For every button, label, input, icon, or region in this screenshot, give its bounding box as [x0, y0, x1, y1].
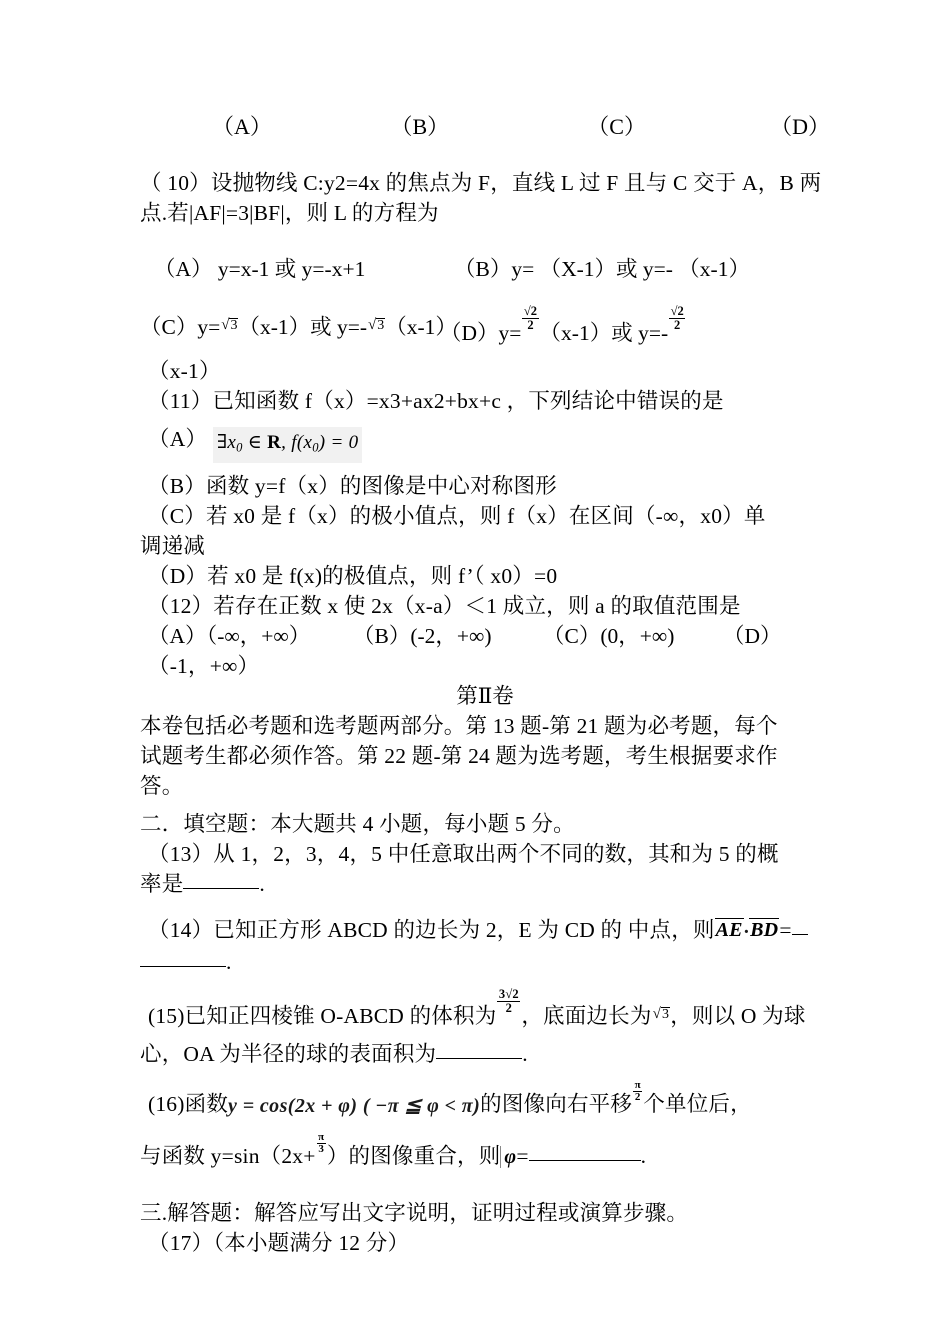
sqrt-icon: √3 — [221, 317, 238, 333]
fraction-3sqrt2-over-2: $\frac{3√2}{2}$ — [498, 987, 519, 1015]
question-12-choice-b: （B）(-2，+∞) — [353, 624, 492, 649]
option-label-c: （C） — [587, 114, 646, 139]
answer-blank-q16[interactable] — [529, 1160, 641, 1161]
phi-symbol: φ — [500, 1146, 516, 1168]
math-expression-cosine-function: y = cos(2x + φ) ( −π ≦ φ < π) — [228, 1095, 481, 1118]
question-10-choice-c: （C）y=√3（x-1）或 y=-√3（x-1） — [140, 310, 440, 348]
question-10-choice-d: （D）y= $\frac{√2}{2}$ （x-1）或 y=- $\frac{√2}{2}$ — [440, 304, 684, 345]
answer-blank-q14[interactable] — [140, 966, 226, 967]
option-label-b: （B） — [390, 114, 450, 139]
question-17-heading: （17）（本小题满分 12 分） — [148, 1231, 410, 1256]
sqrt-icon: √3 — [368, 317, 385, 333]
question-10-choices-row2 — [140, 304, 830, 348]
fraction-sqrt2-over-2: $\frac{√2}{2}$ — [670, 304, 684, 332]
option-label-a: （A） — [212, 114, 272, 139]
question-10-choice-d-wrap: （x-1） — [148, 358, 221, 383]
question-12-stem: （12）若存在正数 x 使 2x（x-a）＜1 成立，则 a 的取值范围是 — [148, 594, 741, 619]
vector-bd: BD — [750, 919, 779, 942]
section-2-intro-line1: 本卷包括必考题和选考题两部分。第 13 题-第 21 题为必考题，每个 — [140, 714, 778, 739]
option-label-d: （D） — [770, 114, 830, 139]
answer-blank-q13[interactable] — [183, 888, 259, 889]
sqrt-icon: √3 — [652, 1006, 670, 1022]
question-12-choices-row — [140, 621, 830, 651]
question-12-choice-d-wrap: （-1，+∞） — [148, 654, 260, 679]
question-16-line2: 与函数 y=sin（2x+ $\frac{\pi}{3}$ ）的图像重合，则 φ= . — [140, 1131, 647, 1169]
question-10-stem-line1: （ 10）设抛物线 C:y2=4x 的焦点为 F，直线 L 过 F 且与 C 交于 A，B 两 — [140, 171, 822, 195]
question-11-choice-a — [140, 424, 830, 464]
question-12-choice-d-label: （D） — [723, 624, 782, 649]
question-11-choice-d: （D）若 x0 是 f(x)的极值点，则 f’（ x0）=0 — [148, 564, 558, 589]
question-11-choice-c-line2: 调递减 — [140, 534, 206, 559]
fraction-sqrt2-over-2: $\frac{√2}{2}$ — [523, 304, 538, 332]
math-expression-exists-x0: $\exists x_0$ ∈ R, $f(x_0) = 0$ — [213, 427, 363, 464]
section-2-intro-line2: 试题考生都必须作答。第 22 题-第 24 题为选考题，考生根据要求作 — [140, 744, 778, 769]
question-13-line1: （13）从 1，2，3，4，5 中任意取出两个不同的数，其和为 5 的概 — [148, 842, 779, 867]
question-14-line2: . — [140, 947, 830, 977]
answer-blank-q15[interactable] — [436, 1058, 522, 1059]
question-12-choice-c: （C）(0，+∞) — [543, 624, 675, 649]
question-13-line2: 率是 . — [140, 872, 265, 897]
question-10-choice-a: （A） y=x-1 或 y=-x+1 — [154, 257, 366, 281]
question-11-stem: （11）已知函数 f（x）=x3+ax2+bx+c ，下列结论中错误的是 — [148, 388, 724, 413]
question-11-choice-b: （B）函数 y=f（x）的图像是中心对称图形 — [148, 474, 557, 499]
question-12-choice-a: （A）（-∞，+∞） — [148, 624, 311, 649]
question-10-stem-line2: 点.若|AF|=3|BF|，则 L 的方程为 — [140, 201, 439, 225]
vector-ae: AE — [715, 919, 743, 942]
part-2-heading: 二．填空题：本大题共 4 小题，每小题 5 分。 — [140, 812, 575, 837]
question-14-line1: （14）已知正方形 ABCD 的边长为 2，E 为 CD 的 中点，则AE·BD= — [140, 915, 830, 947]
section-2-intro-line3: 答。 — [140, 774, 184, 799]
question-10-choice-b: （B）y= （X-1）或 y=- （x-1） — [454, 257, 750, 281]
section-2-title: 第Ⅱ卷 — [456, 684, 514, 709]
dot-product-operator: · — [743, 921, 750, 944]
fraction-pi-over-3: $\frac{\pi}{3}$ — [318, 1131, 325, 1156]
question-15-line2: 心，OA 为半径的球的表面积为 . — [140, 1042, 528, 1066]
question-15-line1: (15)已知正四棱锥 O-ABCD 的体积为 $\frac{3√2}{2}$ ，底面边长为√3，则以 O 为球 — [148, 987, 806, 1028]
question-11-choice-a-label: （A） — [148, 426, 208, 451]
question-10-choices-row1 — [140, 254, 830, 284]
part-3-heading: 三.解答题：解答应写出文字说明，证明过程或演算步骤。 — [140, 1201, 689, 1226]
answer-blank-q14-start[interactable] — [792, 934, 808, 935]
option-label-row — [140, 112, 830, 142]
question-16-line1: (16)函数y = cos(2x + φ) ( −π ≦ φ < π)的图像向右平移 $\frac{\pi}{2}$ 个单位后， — [140, 1085, 830, 1121]
question-11-choice-c-line1: （C）若 x0 是 f（x）的极小值点，则 f（x）在区间（-∞，x0）单 — [148, 504, 766, 529]
fraction-pi-over-2: $\frac{\pi}{2}$ — [634, 1079, 641, 1104]
